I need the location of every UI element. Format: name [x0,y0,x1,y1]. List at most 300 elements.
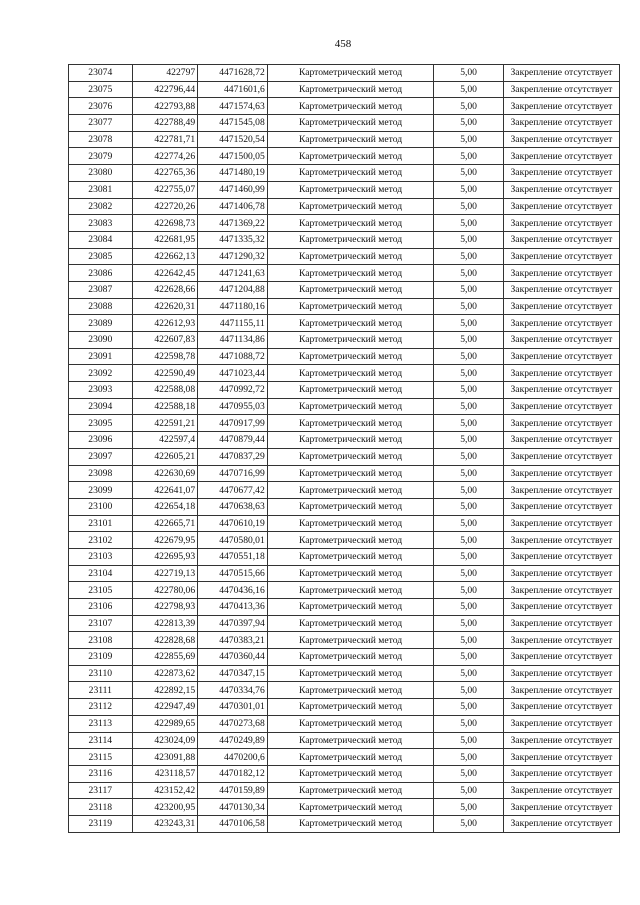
error-cell: 5,00 [434,715,504,732]
table-row [69,682,620,699]
x-coordinate-cell: 422796,44 [132,81,198,98]
x-coordinate-cell: 422989,65 [132,715,198,732]
error-cell: 5,00 [434,649,504,666]
fixing-cell: Закрепление отсутствует [503,565,619,582]
table-row [69,398,620,415]
error-cell: 5,00 [434,515,504,532]
y-coordinate-cell: 4470159,89 [198,782,268,799]
method-cell: Картометрический метод [267,565,434,582]
method-cell: Картометрический метод [267,315,434,332]
point-number-cell: 23115 [69,749,133,766]
x-coordinate-cell: 422588,18 [132,398,198,415]
x-coordinate-cell: 423118,57 [132,765,198,782]
fixing-cell: Закрепление отсутствует [503,382,619,399]
point-number-cell: 23106 [69,599,133,616]
fixing-cell: Закрепление отсутствует [503,265,619,282]
table-row [69,532,620,549]
fixing-cell: Закрепление отсутствует [503,515,619,532]
point-number-cell: 23074 [69,65,133,82]
method-cell: Картометрический метод [267,799,434,816]
table-row [69,315,620,332]
x-coordinate-cell: 422780,06 [132,582,198,599]
error-cell: 5,00 [434,281,504,298]
x-coordinate-cell: 422591,21 [132,415,198,432]
coordinates-table [68,64,620,833]
point-number-cell: 23105 [69,582,133,599]
error-cell: 5,00 [434,181,504,198]
table-row [69,565,620,582]
fixing-cell: Закрепление отсутствует [503,65,619,82]
x-coordinate-cell: 422654,18 [132,498,198,515]
table-row [69,649,620,666]
method-cell: Картометрический метод [267,749,434,766]
method-cell: Картометрический метод [267,732,434,749]
table-row [69,298,620,315]
table-row [69,482,620,499]
x-coordinate-cell: 422620,31 [132,298,198,315]
y-coordinate-cell: 4471088,72 [198,348,268,365]
x-coordinate-cell: 422719,13 [132,565,198,582]
error-cell: 5,00 [434,81,504,98]
error-cell: 5,00 [434,215,504,232]
table-row [69,515,620,532]
method-cell: Картометрический метод [267,398,434,415]
y-coordinate-cell: 4471180,16 [198,298,268,315]
error-cell: 5,00 [434,248,504,265]
fixing-cell: Закрепление отсутствует [503,415,619,432]
fixing-cell: Закрепление отсутствует [503,465,619,482]
table-body [69,65,620,833]
method-cell: Картометрический метод [267,65,434,82]
y-coordinate-cell: 4470200,6 [198,749,268,766]
method-cell: Картометрический метод [267,131,434,148]
y-coordinate-cell: 4470436,16 [198,582,268,599]
fixing-cell: Закрепление отсутствует [503,98,619,115]
method-cell: Картометрический метод [267,515,434,532]
table-row [69,432,620,449]
fixing-cell: Закрепление отсутствует [503,699,619,716]
error-cell: 5,00 [434,165,504,182]
point-number-cell: 23104 [69,565,133,582]
x-coordinate-cell: 422662,13 [132,248,198,265]
x-coordinate-cell: 422681,95 [132,231,198,248]
error-cell: 5,00 [434,565,504,582]
method-cell: Картометрический метод [267,198,434,215]
error-cell: 5,00 [434,432,504,449]
y-coordinate-cell: 4471290,32 [198,248,268,265]
point-number-cell: 23078 [69,131,133,148]
y-coordinate-cell: 4471520,54 [198,131,268,148]
x-coordinate-cell: 423243,31 [132,815,198,832]
y-coordinate-cell: 4471134,86 [198,332,268,349]
point-number-cell: 23079 [69,148,133,165]
x-coordinate-cell: 422598,78 [132,348,198,365]
method-cell: Картометрический метод [267,665,434,682]
table-row [69,265,620,282]
table-row [69,815,620,832]
fixing-cell: Закрепление отсутствует [503,665,619,682]
fixing-cell: Закрепление отсутствует [503,131,619,148]
y-coordinate-cell: 4471369,22 [198,215,268,232]
x-coordinate-cell: 422788,49 [132,115,198,132]
point-number-cell: 23118 [69,799,133,816]
method-cell: Картометрический метод [267,782,434,799]
point-number-cell: 23107 [69,615,133,632]
fixing-cell: Закрепление отсутствует [503,148,619,165]
point-number-cell: 23095 [69,415,133,432]
y-coordinate-cell: 4470551,18 [198,548,268,565]
y-coordinate-cell: 4470130,34 [198,799,268,816]
error-cell: 5,00 [434,348,504,365]
table-row [69,782,620,799]
point-number-cell: 23109 [69,649,133,666]
method-cell: Картометрический метод [267,448,434,465]
table-row [69,248,620,265]
method-cell: Картометрический метод [267,165,434,182]
fixing-cell: Закрепление отсутствует [503,298,619,315]
error-cell: 5,00 [434,749,504,766]
fixing-cell: Закрепление отсутствует [503,165,619,182]
x-coordinate-cell: 422597,4 [132,432,198,449]
fixing-cell: Закрепление отсутствует [503,682,619,699]
x-coordinate-cell: 422855,69 [132,649,198,666]
method-cell: Картометрический метод [267,715,434,732]
y-coordinate-cell: 4471406,78 [198,198,268,215]
x-coordinate-cell: 423200,95 [132,799,198,816]
y-coordinate-cell: 4470677,42 [198,482,268,499]
method-cell: Картометрический метод [267,81,434,98]
table-row [69,81,620,98]
x-coordinate-cell: 422630,69 [132,465,198,482]
table-row [69,448,620,465]
point-number-cell: 23111 [69,682,133,699]
method-cell: Картометрический метод [267,98,434,115]
y-coordinate-cell: 4470992,72 [198,382,268,399]
x-coordinate-cell: 422774,26 [132,148,198,165]
method-cell: Картометрический метод [267,582,434,599]
fixing-cell: Закрепление отсутствует [503,315,619,332]
x-coordinate-cell: 422607,83 [132,332,198,349]
point-number-cell: 23112 [69,699,133,716]
point-number-cell: 23096 [69,432,133,449]
x-coordinate-cell: 422797 [132,65,198,82]
y-coordinate-cell: 4470249,89 [198,732,268,749]
x-coordinate-cell: 422765,36 [132,165,198,182]
table-row [69,498,620,515]
y-coordinate-cell: 4470182,12 [198,765,268,782]
error-cell: 5,00 [434,98,504,115]
table-row [69,215,620,232]
error-cell: 5,00 [434,265,504,282]
method-cell: Картометрический метод [267,231,434,248]
error-cell: 5,00 [434,765,504,782]
y-coordinate-cell: 4471628,72 [198,65,268,82]
y-coordinate-cell: 4470106,58 [198,815,268,832]
y-coordinate-cell: 4471204,88 [198,281,268,298]
table-row [69,148,620,165]
y-coordinate-cell: 4470397,94 [198,615,268,632]
table-row [69,749,620,766]
method-cell: Картометрический метод [267,632,434,649]
fixing-cell: Закрепление отсутствует [503,615,619,632]
table-row [69,198,620,215]
y-coordinate-cell: 4471023,44 [198,365,268,382]
table-row [69,165,620,182]
error-cell: 5,00 [434,815,504,832]
fixing-cell: Закрепление отсутствует [503,248,619,265]
x-coordinate-cell: 423091,88 [132,749,198,766]
point-number-cell: 23092 [69,365,133,382]
fixing-cell: Закрепление отсутствует [503,532,619,549]
table-row [69,465,620,482]
table-row [69,98,620,115]
y-coordinate-cell: 4470610,19 [198,515,268,532]
x-coordinate-cell: 422612,93 [132,315,198,332]
fixing-cell: Закрепление отсутствует [503,198,619,215]
point-number-cell: 23117 [69,782,133,799]
point-number-cell: 23103 [69,548,133,565]
table-row [69,415,620,432]
x-coordinate-cell: 422873,62 [132,665,198,682]
error-cell: 5,00 [434,382,504,399]
error-cell: 5,00 [434,65,504,82]
method-cell: Картометрический метод [267,281,434,298]
x-coordinate-cell: 422642,45 [132,265,198,282]
y-coordinate-cell: 4471480,19 [198,165,268,182]
y-coordinate-cell: 4471574,63 [198,98,268,115]
x-coordinate-cell: 422755,07 [132,181,198,198]
point-number-cell: 23087 [69,281,133,298]
x-coordinate-cell: 422813,39 [132,615,198,632]
point-number-cell: 23102 [69,532,133,549]
point-number-cell: 23090 [69,332,133,349]
method-cell: Картометрический метод [267,432,434,449]
x-coordinate-cell: 422665,71 [132,515,198,532]
x-coordinate-cell: 423024,09 [132,732,198,749]
point-number-cell: 23098 [69,465,133,482]
error-cell: 5,00 [434,682,504,699]
error-cell: 5,00 [434,198,504,215]
y-coordinate-cell: 4470273,68 [198,715,268,732]
y-coordinate-cell: 4470879,44 [198,432,268,449]
x-coordinate-cell: 423152,42 [132,782,198,799]
table-row [69,732,620,749]
fixing-cell: Закрепление отсутствует [503,215,619,232]
fixing-cell: Закрепление отсутствует [503,448,619,465]
fixing-cell: Закрепление отсутствует [503,749,619,766]
x-coordinate-cell: 422679,95 [132,532,198,549]
error-cell: 5,00 [434,315,504,332]
method-cell: Картометрический метод [267,615,434,632]
x-coordinate-cell: 422720,26 [132,198,198,215]
method-cell: Картометрический метод [267,365,434,382]
point-number-cell: 23101 [69,515,133,532]
table-row [69,365,620,382]
fixing-cell: Закрепление отсутствует [503,582,619,599]
fixing-cell: Закрепление отсутствует [503,281,619,298]
x-coordinate-cell: 422590,49 [132,365,198,382]
y-coordinate-cell: 4471601,6 [198,81,268,98]
method-cell: Картометрический метод [267,115,434,132]
fixing-cell: Закрепление отсутствует [503,732,619,749]
fixing-cell: Закрепление отсутствует [503,649,619,666]
error-cell: 5,00 [434,782,504,799]
x-coordinate-cell: 422588,08 [132,382,198,399]
error-cell: 5,00 [434,298,504,315]
table-row [69,699,620,716]
table-row [69,582,620,599]
method-cell: Картометрический метод [267,382,434,399]
y-coordinate-cell: 4471155,11 [198,315,268,332]
point-number-cell: 23093 [69,382,133,399]
method-cell: Картометрический метод [267,348,434,365]
fixing-cell: Закрепление отсутствует [503,599,619,616]
point-number-cell: 23094 [69,398,133,415]
table-row [69,348,620,365]
point-number-cell: 23080 [69,165,133,182]
x-coordinate-cell: 422781,71 [132,131,198,148]
error-cell: 5,00 [434,732,504,749]
x-coordinate-cell: 422641,07 [132,482,198,499]
error-cell: 5,00 [434,482,504,499]
error-cell: 5,00 [434,415,504,432]
point-number-cell: 23075 [69,81,133,98]
table-row [69,548,620,565]
x-coordinate-cell: 422605,21 [132,448,198,465]
table-row [69,231,620,248]
y-coordinate-cell: 4470413,36 [198,599,268,616]
table-row [69,281,620,298]
point-number-cell: 23097 [69,448,133,465]
point-number-cell: 23081 [69,181,133,198]
method-cell: Картометрический метод [267,298,434,315]
fixing-cell: Закрепление отсутствует [503,799,619,816]
method-cell: Картометрический метод [267,682,434,699]
table-row [69,65,620,82]
error-cell: 5,00 [434,599,504,616]
x-coordinate-cell: 422698,73 [132,215,198,232]
point-number-cell: 23085 [69,248,133,265]
y-coordinate-cell: 4470347,15 [198,665,268,682]
point-number-cell: 23113 [69,715,133,732]
method-cell: Картометрический метод [267,815,434,832]
table-row [69,131,620,148]
fixing-cell: Закрепление отсутствует [503,815,619,832]
error-cell: 5,00 [434,148,504,165]
method-cell: Картометрический метод [267,765,434,782]
y-coordinate-cell: 4471460,99 [198,181,268,198]
y-coordinate-cell: 4470716,99 [198,465,268,482]
y-coordinate-cell: 4470301,01 [198,699,268,716]
table-row [69,599,620,616]
method-cell: Картометрический метод [267,482,434,499]
y-coordinate-cell: 4470515,66 [198,565,268,582]
table-row [69,715,620,732]
method-cell: Картометрический метод [267,215,434,232]
point-number-cell: 23100 [69,498,133,515]
method-cell: Картометрический метод [267,415,434,432]
y-coordinate-cell: 4470837,29 [198,448,268,465]
error-cell: 5,00 [434,131,504,148]
fixing-cell: Закрепление отсутствует [503,115,619,132]
fixing-cell: Закрепление отсутствует [503,498,619,515]
table-row [69,115,620,132]
error-cell: 5,00 [434,498,504,515]
fixing-cell: Закрепление отсутствует [503,715,619,732]
table-row [69,181,620,198]
table-row [69,665,620,682]
point-number-cell: 23082 [69,198,133,215]
page-number: 458 [334,38,352,50]
method-cell: Картометрический метод [267,532,434,549]
y-coordinate-cell: 4470955,03 [198,398,268,415]
y-coordinate-cell: 4471335,32 [198,231,268,248]
table-row [69,382,620,399]
fixing-cell: Закрепление отсутствует [503,765,619,782]
fixing-cell: Закрепление отсутствует [503,482,619,499]
y-coordinate-cell: 4470334,76 [198,682,268,699]
point-number-cell: 23076 [69,98,133,115]
x-coordinate-cell: 422828,68 [132,632,198,649]
point-number-cell: 23084 [69,231,133,248]
point-number-cell: 23089 [69,315,133,332]
error-cell: 5,00 [434,532,504,549]
method-cell: Картометрический метод [267,248,434,265]
fixing-cell: Закрепление отсутствует [503,231,619,248]
error-cell: 5,00 [434,799,504,816]
table-row [69,799,620,816]
fixing-cell: Закрепление отсутствует [503,548,619,565]
table-row [69,332,620,349]
error-cell: 5,00 [434,448,504,465]
y-coordinate-cell: 4470580,01 [198,532,268,549]
y-coordinate-cell: 4470360,44 [198,649,268,666]
method-cell: Картометрический метод [267,649,434,666]
fixing-cell: Закрепление отсутствует [503,81,619,98]
method-cell: Картометрический метод [267,548,434,565]
point-number-cell: 23086 [69,265,133,282]
error-cell: 5,00 [434,365,504,382]
error-cell: 5,00 [434,398,504,415]
point-number-cell: 23083 [69,215,133,232]
fixing-cell: Закрепление отсутствует [503,181,619,198]
y-coordinate-cell: 4471241,63 [198,265,268,282]
fixing-cell: Закрепление отсутствует [503,632,619,649]
x-coordinate-cell: 422793,88 [132,98,198,115]
error-cell: 5,00 [434,115,504,132]
error-cell: 5,00 [434,699,504,716]
point-number-cell: 23116 [69,765,133,782]
y-coordinate-cell: 4471500,05 [198,148,268,165]
method-cell: Картометрический метод [267,599,434,616]
fixing-cell: Закрепление отсутствует [503,432,619,449]
error-cell: 5,00 [434,665,504,682]
method-cell: Картометрический метод [267,699,434,716]
fixing-cell: Закрепление отсутствует [503,348,619,365]
method-cell: Картометрический метод [267,498,434,515]
method-cell: Картометрический метод [267,148,434,165]
point-number-cell: 23119 [69,815,133,832]
method-cell: Картометрический метод [267,181,434,198]
x-coordinate-cell: 422947,49 [132,699,198,716]
x-coordinate-cell: 422695,93 [132,548,198,565]
fixing-cell: Закрепление отсутствует [503,398,619,415]
point-number-cell: 23110 [69,665,133,682]
fixing-cell: Закрепление отсутствует [503,332,619,349]
point-number-cell: 23077 [69,115,133,132]
error-cell: 5,00 [434,231,504,248]
method-cell: Картометрический метод [267,265,434,282]
